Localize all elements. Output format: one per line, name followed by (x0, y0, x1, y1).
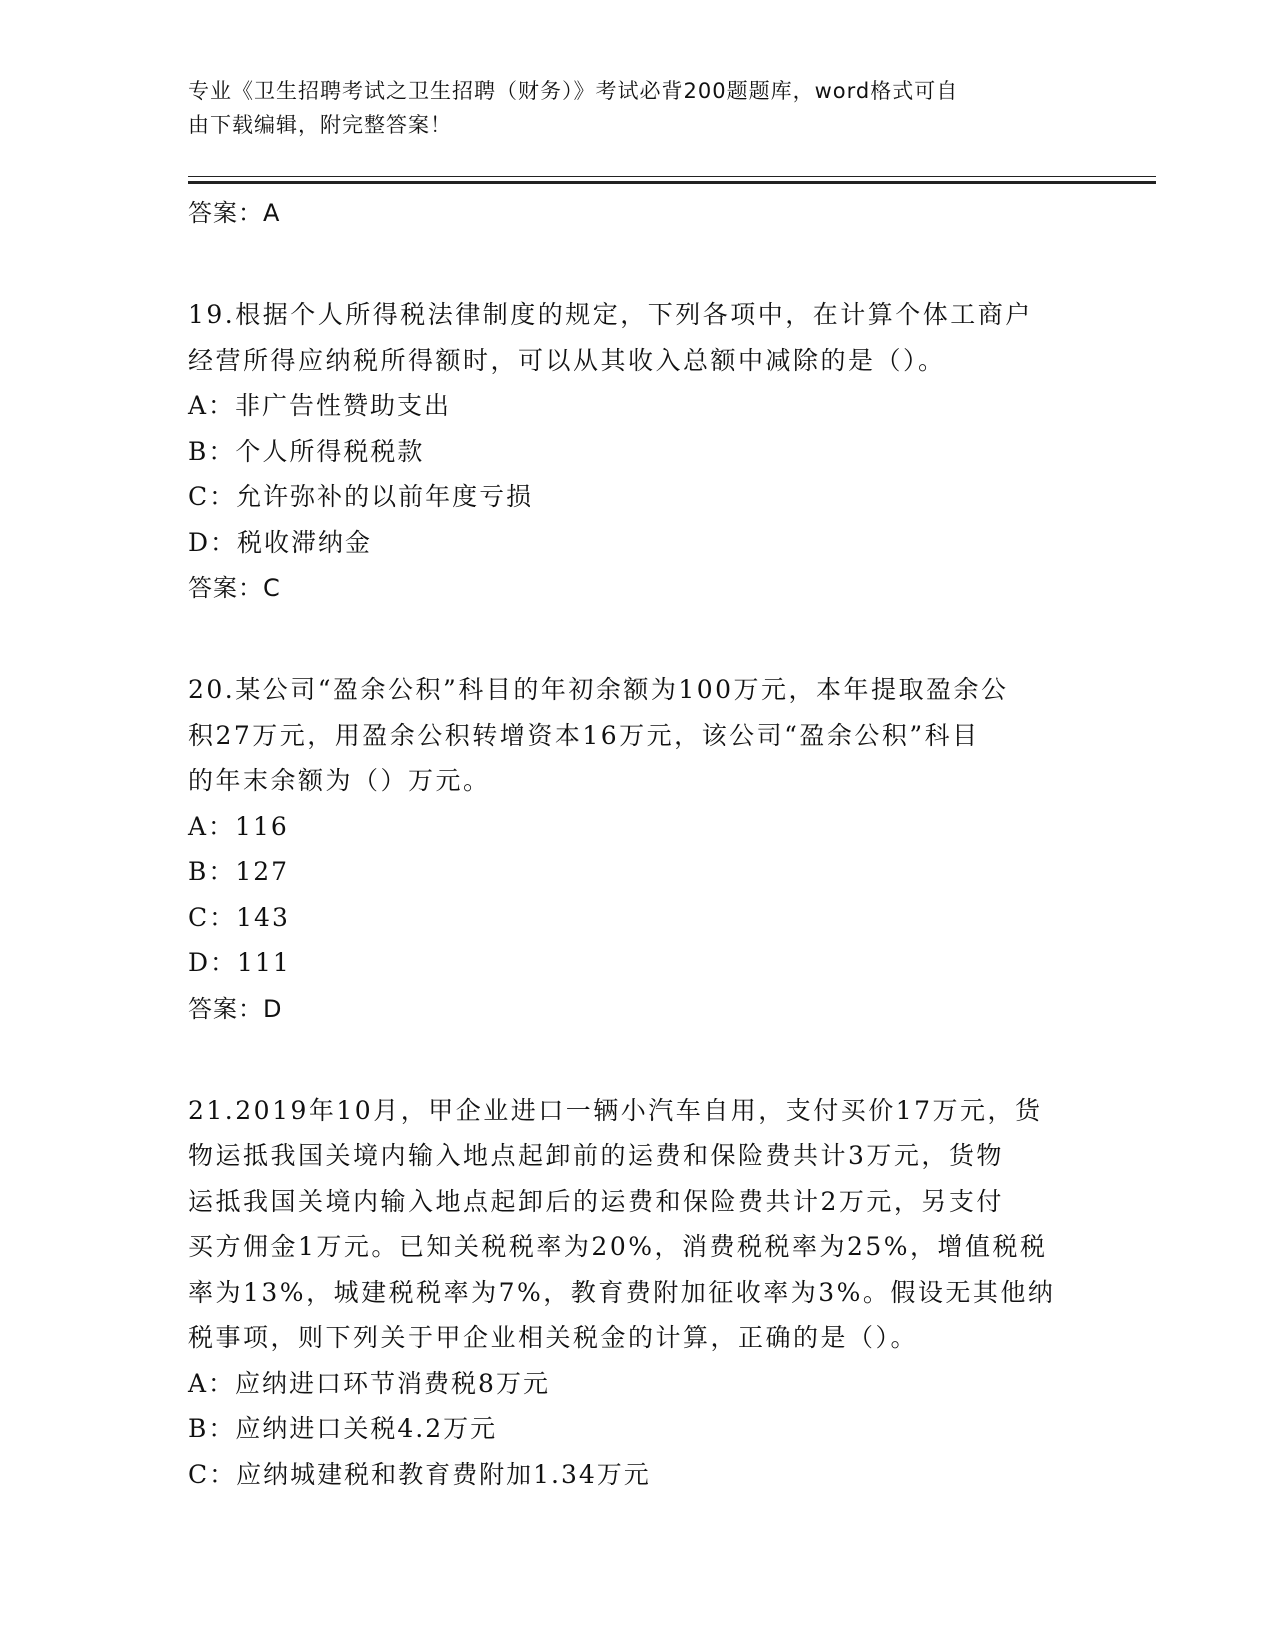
spacer (188, 236, 1088, 292)
option-a: A：非广告性赞助支出 (188, 391, 452, 420)
option-b: B：应纳进口关税4.2万元 (188, 1414, 498, 1443)
question-text-line: 20.某公司“盈余公积”科目的年初余额为100万元，本年提取盈余公 (188, 675, 1009, 704)
question-text-line: 买方佣金1万元。已知关税税率为20%，消费税税率为25%，增值税税 (188, 1232, 1048, 1261)
header-divider-thin (188, 176, 1156, 177)
question-19 (188, 292, 1088, 611)
question-text-line: 21.2019年10月，甲企业进口一辆小汽车自用，支付买价17万元，货 (188, 1095, 1043, 1125)
question-text-line: 率为13%，城建税税率为7%，教育费附加征收率为3%。假设无其他纳 (188, 1277, 1056, 1307)
answer: 答案：C (188, 574, 281, 602)
option-c: C：允许弥补的以前年度亏损 (188, 482, 534, 511)
question-20 (188, 667, 1088, 1032)
answer: 答案：D (188, 994, 283, 1023)
option-a: A：116 (188, 811, 289, 841)
spacer (188, 611, 1088, 667)
option-d: D：税收滞纳金 (188, 527, 373, 557)
option-b: B：127 (188, 857, 290, 886)
question-21 (188, 1088, 1088, 1498)
question-text-line: 的年末余额为（）万元。 (188, 766, 491, 795)
document-body (188, 190, 1088, 1497)
question-text-line: 积27万元，用盈余公积转增资本16万元，该公司“盈余公积”科目 (188, 720, 980, 750)
header-title-line-2: 由下载编辑，附完整答案！ (188, 113, 452, 137)
spacer (188, 1032, 1088, 1088)
question-text-line: 税事项，则下列关于甲企业相关税金的计算，正确的是（）。 (188, 1323, 919, 1352)
option-a: A：应纳进口环节消费税8万元 (188, 1368, 550, 1398)
question-text-line: 19.根据个人所得税法律制度的规定，下列各项中，在计算个体工商户 (188, 300, 1033, 329)
previous-answer: 答案：A (188, 199, 281, 227)
header-divider-thick (188, 181, 1156, 184)
option-b: B：个人所得税税款 (188, 436, 425, 466)
question-text-line: 物运抵我国关境内输入地点起卸前的运费和保险费共计3万元，货物 (188, 1141, 1004, 1170)
document-header (188, 74, 1088, 142)
option-c: C：143 (188, 902, 290, 932)
option-d: D：111 (188, 948, 291, 977)
question-text-line: 经营所得应纳税所得额时，可以从其收入总额中减除的是（）。 (188, 345, 946, 375)
question-text-line: 运抵我国关境内输入地点起卸后的运费和保险费共计2万元，另支付 (188, 1186, 1004, 1216)
option-c: C：应纳城建税和教育费附加1.34万元 (188, 1459, 651, 1489)
header-title-line-1: 专业《卫生招聘考试之卫生招聘（财务）》考试必背200题题库，word格式可自 (188, 79, 959, 103)
